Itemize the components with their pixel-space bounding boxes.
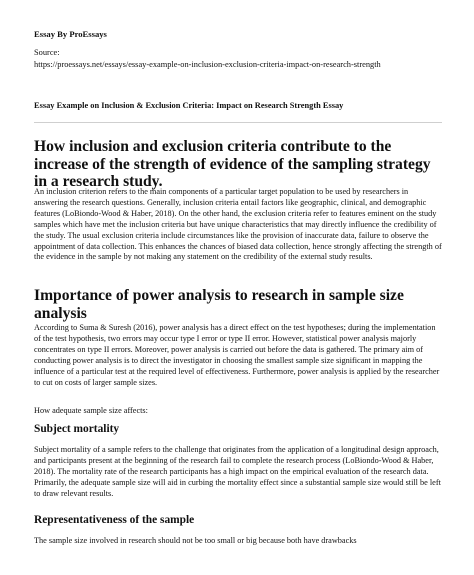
paragraph-representativeness: The sample size involved in research should not be too small or big because both have drawbacks: [34, 536, 357, 545]
subject-mortality-heading: Subject mortality: [34, 423, 120, 435]
brand-name: Essay By ProEssays: [34, 29, 107, 39]
paragraph-inclusion-criteria: An inclusion criterion refers to the main components of a particular target population to be used by researchers in answering the research questions. Generally, inclusion criteria entail factors like geographic, clinical, and demographic features (LoBiondo-Wood & Haber, 2018). On the other hand, the exclusion criteria refer to features eminent on the study samples which have met the inclusion criteria but have unique characteristics that may directly influence the credibility of the study. The usual exclusion criteria include circumstances like the provision of inaccurate data, failure to observe the appointment of data collection. This enhances the chances of biased data collection, hence strongly affecting the strength of the evidence in the sample by not making any statement on the credibility of the external study results.: [34, 187, 442, 262]
source-url[interactable]: https://proessays.net/essays/essay-example-on-inclusion-exclusion-criteria-impact-on-research-strength: [34, 60, 381, 69]
source-label: Source:: [34, 48, 60, 57]
title-divider: [34, 122, 442, 123]
paragraph-subject-mortality: Subject mortality of a sample refers to the challenge that originates from the application of a longitudinal design approach, and participants present at the beginning of the research fail to complete the research process (LoBiondo-Wood & Haber, 2018). The mortality rate of the research participants has a high impact on the empirical evaluation of the research data. Primarily, the adequate sample size will aid in curbing the mortality effect since a substantial sample size would still be left to draw relevant results.: [34, 445, 441, 498]
main-heading: How inclusion and exclusion criteria contribute to the increase of the strength of evidence of the sampling strategy in a research study.: [34, 138, 431, 190]
representativeness-heading: Representativeness of the sample: [34, 514, 195, 526]
document-title: Essay Example on Inclusion & Exclusion Criteria: Impact on Research Strength Essay: [34, 101, 344, 110]
power-analysis-heading: Importance of power analysis to research in sample size analysis: [34, 287, 404, 322]
paragraph-power-analysis: According to Suma & Suresh (2016), power analysis has a direct effect on the test hypotheses; during the implementation of the test hypothesis, two errors may occur type I error or type II error. However, statistical power analysis majorly concentrates on type II errors. Moreover, power analysis is carried out before the data is gathered. The primary aim of conducting power analysis is to direct the investigator in choosing the smallest sample size significant in mapping the influence of a particular test at the required level of effectiveness. Furthermore, power analysis is applied by the researcher to cut on costs of larger sample sizes.: [34, 323, 440, 387]
adequate-sample-intro: How adequate sample size affects:: [34, 406, 148, 415]
